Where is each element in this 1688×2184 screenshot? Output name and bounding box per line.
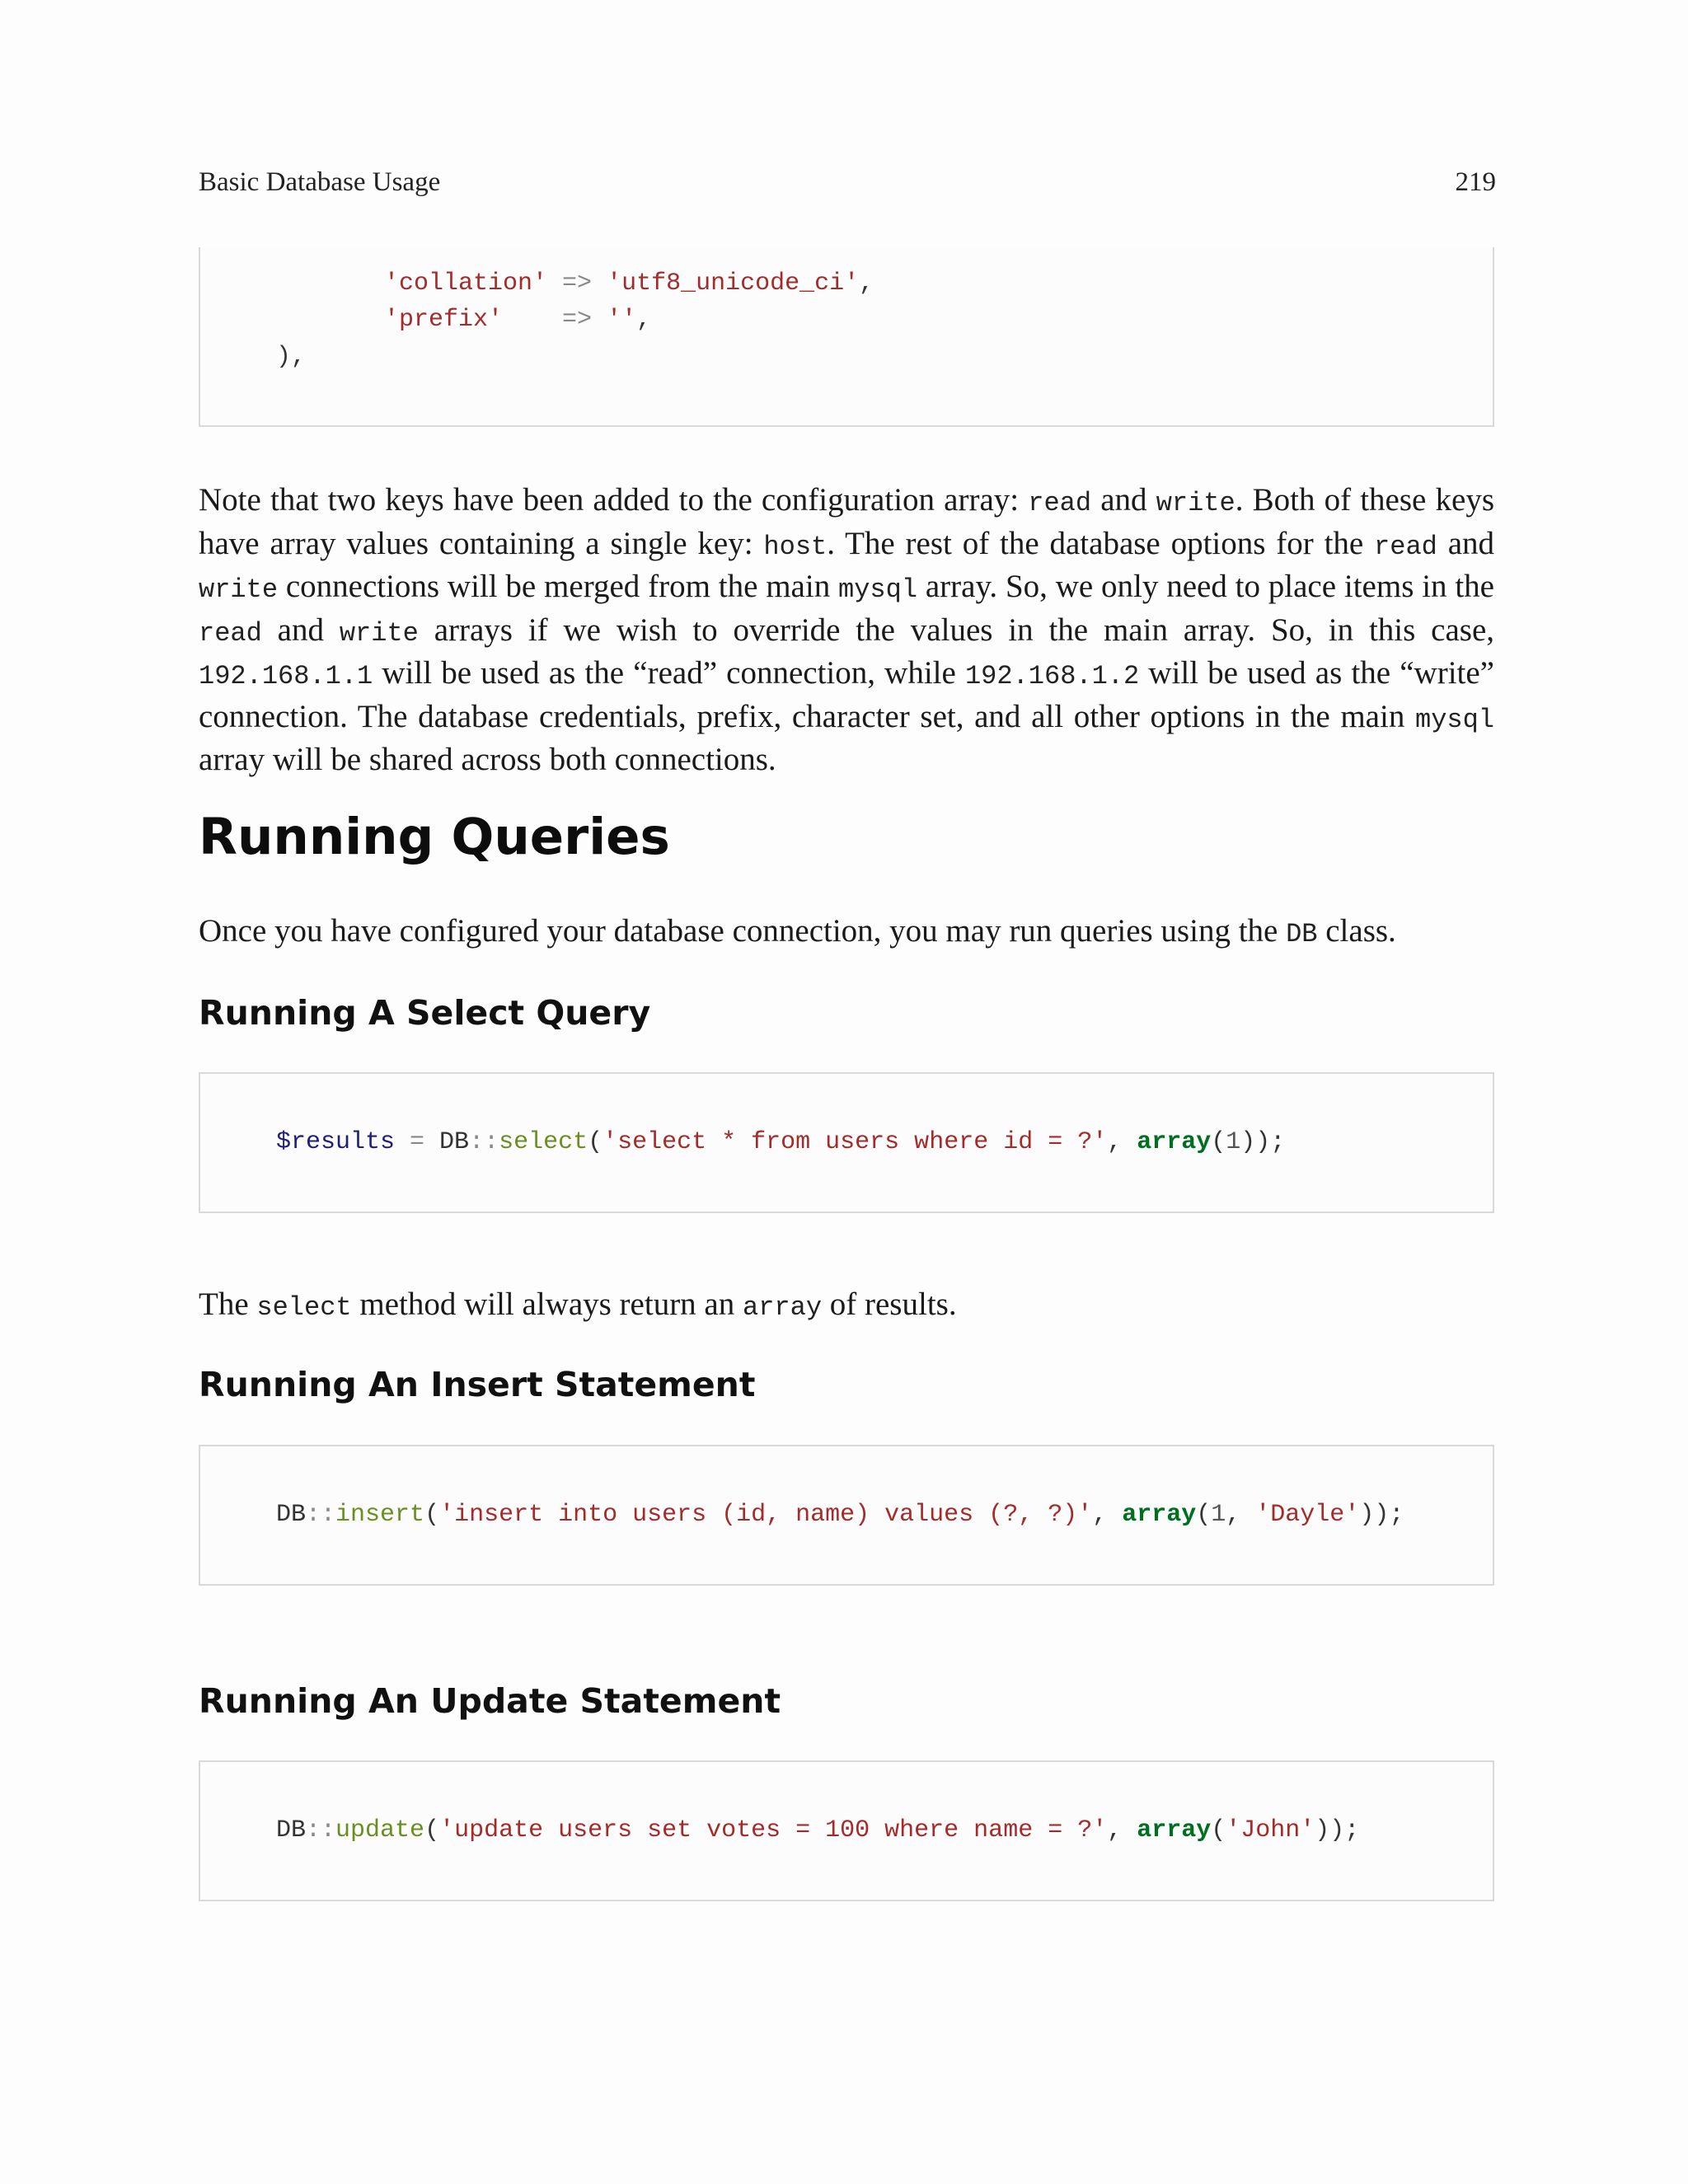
code-operator: :: <box>306 1501 336 1529</box>
text: will be used as the “write” connection. The database credentials, prefix, character set, and all other options in the main <box>199 655 1494 734</box>
code-punct: , <box>1226 1501 1256 1529</box>
inline-code: read <box>1374 531 1437 562</box>
inline-code: host <box>763 531 828 562</box>
text: method will always return an <box>351 1286 743 1322</box>
code-punct: ( <box>1211 1128 1226 1156</box>
text: array will be shared across both connections. <box>199 742 776 777</box>
paragraph-run-queries <box>199 912 1494 955</box>
inline-code: 192.168.1.2 <box>964 661 1140 691</box>
code-line-collation <box>384 265 874 302</box>
inline-code: select <box>256 1292 352 1323</box>
code-punct: ( <box>588 1128 603 1156</box>
code-class: DB <box>276 1501 307 1529</box>
code-arrow: => <box>547 269 607 298</box>
code-key: 'collation' <box>384 269 548 298</box>
page-header <box>199 162 1496 198</box>
code-pad <box>503 306 562 334</box>
code-punct: ( <box>424 1501 440 1529</box>
inline-code: write <box>1156 488 1236 518</box>
text: . The rest of the database options for the <box>827 525 1375 561</box>
code-punct: ( <box>424 1816 440 1844</box>
text: . Both of these keys have array values containing a single key: <box>199 482 1494 561</box>
text: and <box>1437 525 1495 561</box>
paragraph-select-returns <box>199 1285 1494 1329</box>
code-number: 1 <box>1226 1128 1241 1156</box>
code-block-update <box>199 1760 1494 1901</box>
code-punct: , <box>1092 1501 1123 1529</box>
page-number: 219 <box>1455 167 1496 197</box>
code-punct: )); <box>1359 1501 1404 1529</box>
code-function: select <box>499 1128 588 1156</box>
code-block-insert <box>199 1445 1494 1586</box>
code-class: DB <box>276 1816 307 1844</box>
code-key: 'prefix' <box>384 306 504 334</box>
code-line-insert <box>276 1497 1404 1533</box>
inline-code: write <box>199 574 279 605</box>
subheading-insert: Running An Insert Statement <box>199 1365 756 1404</box>
text: Once you have configured your database connection, you may run queries using the <box>199 913 1287 949</box>
inline-code: write <box>339 617 419 649</box>
code-string: 'update users set votes = 100 where name = ?' <box>439 1816 1108 1844</box>
code-line-prefix <box>384 302 651 338</box>
text: Note that two keys have been added to the configuration array: <box>199 482 1029 518</box>
code-value: 'utf8_unicode_ci' <box>607 269 860 298</box>
code-punct: ( <box>1196 1501 1212 1529</box>
code-block-select <box>199 1072 1494 1213</box>
inline-code: DB <box>1286 919 1318 949</box>
subheading-select: Running A Select Query <box>199 993 651 1033</box>
section-title: Running Queries <box>199 808 670 866</box>
text: arrays if we wish to override the values in the main array. So, in this case, <box>418 612 1495 648</box>
text: connections will be merged from the main <box>278 569 839 604</box>
code-punct: ( <box>1211 1816 1226 1844</box>
code-punct: )); <box>1240 1128 1286 1156</box>
code-function: insert <box>335 1501 425 1529</box>
code-punct: )); <box>1315 1816 1360 1844</box>
code-string: 'John' <box>1226 1816 1315 1844</box>
text: and <box>1091 482 1156 518</box>
code-value: '' <box>607 306 637 334</box>
text: The <box>199 1286 257 1322</box>
text: array. So, we only need to place items in the <box>917 569 1494 604</box>
inline-code: 192.168.1.1 <box>199 661 373 691</box>
chapter-title: Basic Database Usage <box>199 167 441 197</box>
code-arrow: => <box>562 306 607 334</box>
code-keyword: array <box>1137 1128 1212 1156</box>
code-block-config-continued <box>199 247 1494 427</box>
inline-code: read <box>199 617 262 649</box>
code-string: 'insert into users (id, name) values (?, ?)' <box>439 1501 1093 1529</box>
code-line-update <box>276 1812 1359 1849</box>
code-punct: , <box>636 306 652 334</box>
code-class: DB <box>439 1128 470 1156</box>
code-line-select <box>276 1124 1285 1160</box>
code-string: 'Dayle' <box>1255 1501 1360 1529</box>
code-punct: , <box>1107 1816 1137 1844</box>
inline-code: mysql <box>1414 704 1494 735</box>
text: class. <box>1317 913 1396 949</box>
inline-code: mysql <box>838 574 918 605</box>
code-operator: :: <box>306 1816 336 1844</box>
inline-code: array <box>743 1292 823 1323</box>
code-function: update <box>335 1816 425 1844</box>
text: and <box>261 612 340 648</box>
code-punct: , <box>859 269 874 298</box>
code-number: 1 <box>1211 1501 1226 1529</box>
text: of results. <box>822 1286 957 1322</box>
subheading-update: Running An Update Statement <box>199 1681 781 1721</box>
code-operator: :: <box>469 1128 499 1156</box>
text: will be used as the “read” connection, while <box>373 655 965 691</box>
code-line-close: ), <box>276 343 307 371</box>
paragraph-read-write <box>199 480 1494 780</box>
code-variable: $results <box>276 1128 396 1156</box>
code-string: 'select * from users where id = ?' <box>603 1128 1108 1156</box>
code-punct: , <box>1107 1128 1137 1156</box>
inline-code: read <box>1028 488 1092 518</box>
code-operator: = <box>395 1128 440 1156</box>
code-keyword: array <box>1137 1816 1212 1844</box>
code-keyword: array <box>1122 1501 1197 1529</box>
